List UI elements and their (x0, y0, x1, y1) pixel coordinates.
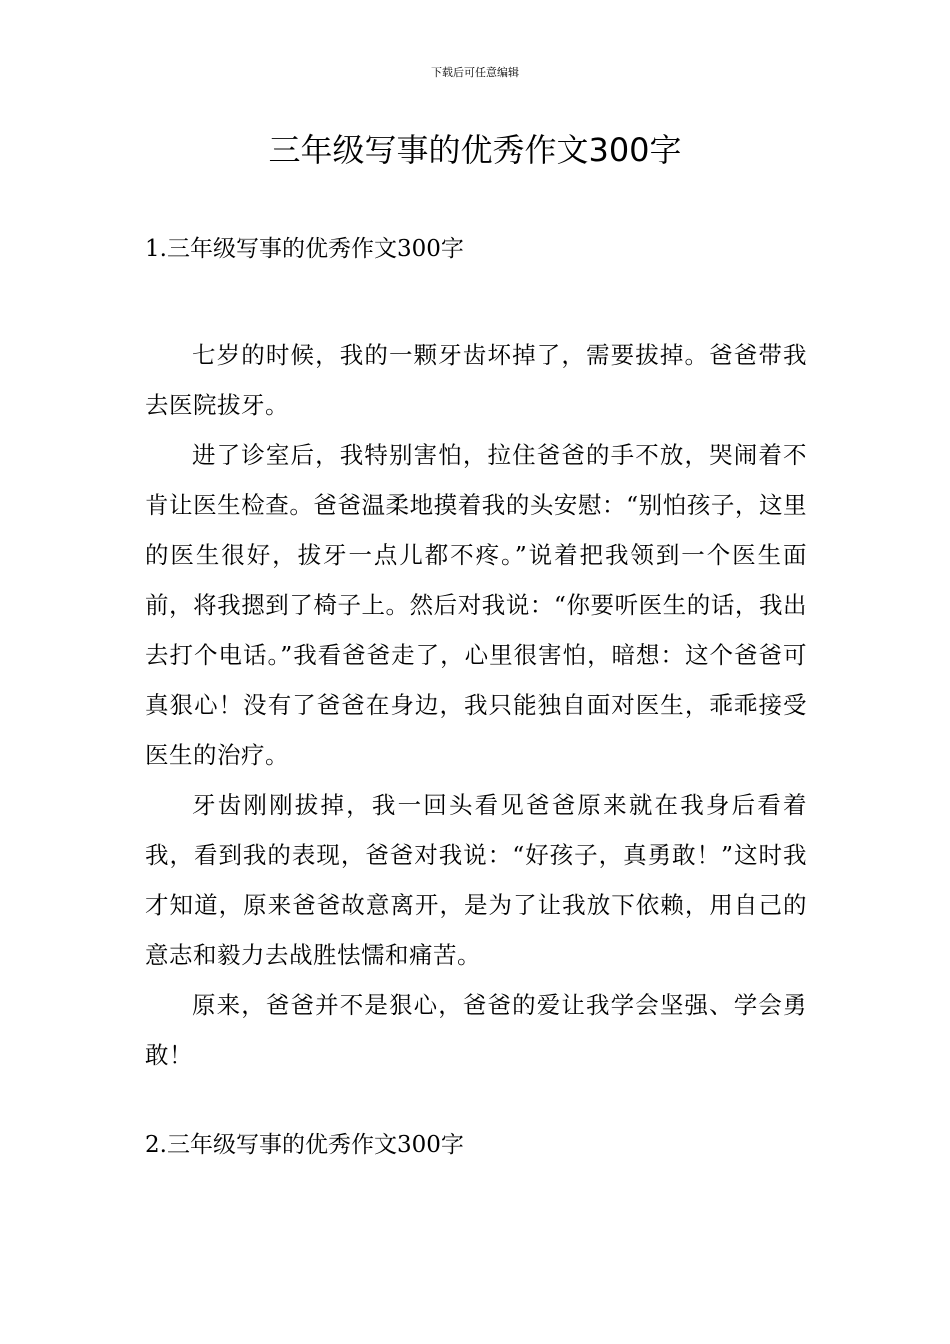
essay-body (145, 330, 807, 1080)
essay-paragraph-3: 牙齿刚刚拔掉，我一回头看见爸爸原来就在我身后看着我，看到我的表现，爸爸对我说：“好孩子，真勇敢！”这时我才知道，原来爸爸故意离开，是为了让我放下依赖，用自己的意志和毅力去战胜怯懦和痛苦。 (145, 791, 807, 969)
header-note: 下载后可任意编辑 (431, 66, 519, 79)
document-title: 三年级写事的优秀作文300字 (268, 131, 682, 169)
section-heading-1: 1.三年级写事的优秀作文300字 (145, 236, 464, 262)
essay-paragraph-1: 七岁的时候，我的一颗牙齿坏掉了，需要拔掉。爸爸带我去医院拔牙。 (145, 341, 807, 419)
section-heading-2: 2.三年级写事的优秀作文300字 (145, 1132, 464, 1158)
essay-paragraph-2: 进了诊室后，我特别害怕，拉住爸爸的手不放，哭闹着不肯让医生检查。爸爸温柔地摸着我的头安慰：“别怕孩子，这里的医生很好，拔牙一点儿都不疼。”说着把我领到一个医生面前，将我摁到了椅子上。然后对我说：“你要听医生的话，我出去打个电话。”我看爸爸走了，心里很害怕，暗想：这个爸爸可真狠心！没有了爸爸在身边，我只能独自面对医生，乖乖接受医生的治疗。 (145, 441, 807, 769)
essay-paragraph-4: 原来，爸爸并不是狠心，爸爸的爱让我学会坚强、学会勇敢！ (145, 991, 807, 1069)
